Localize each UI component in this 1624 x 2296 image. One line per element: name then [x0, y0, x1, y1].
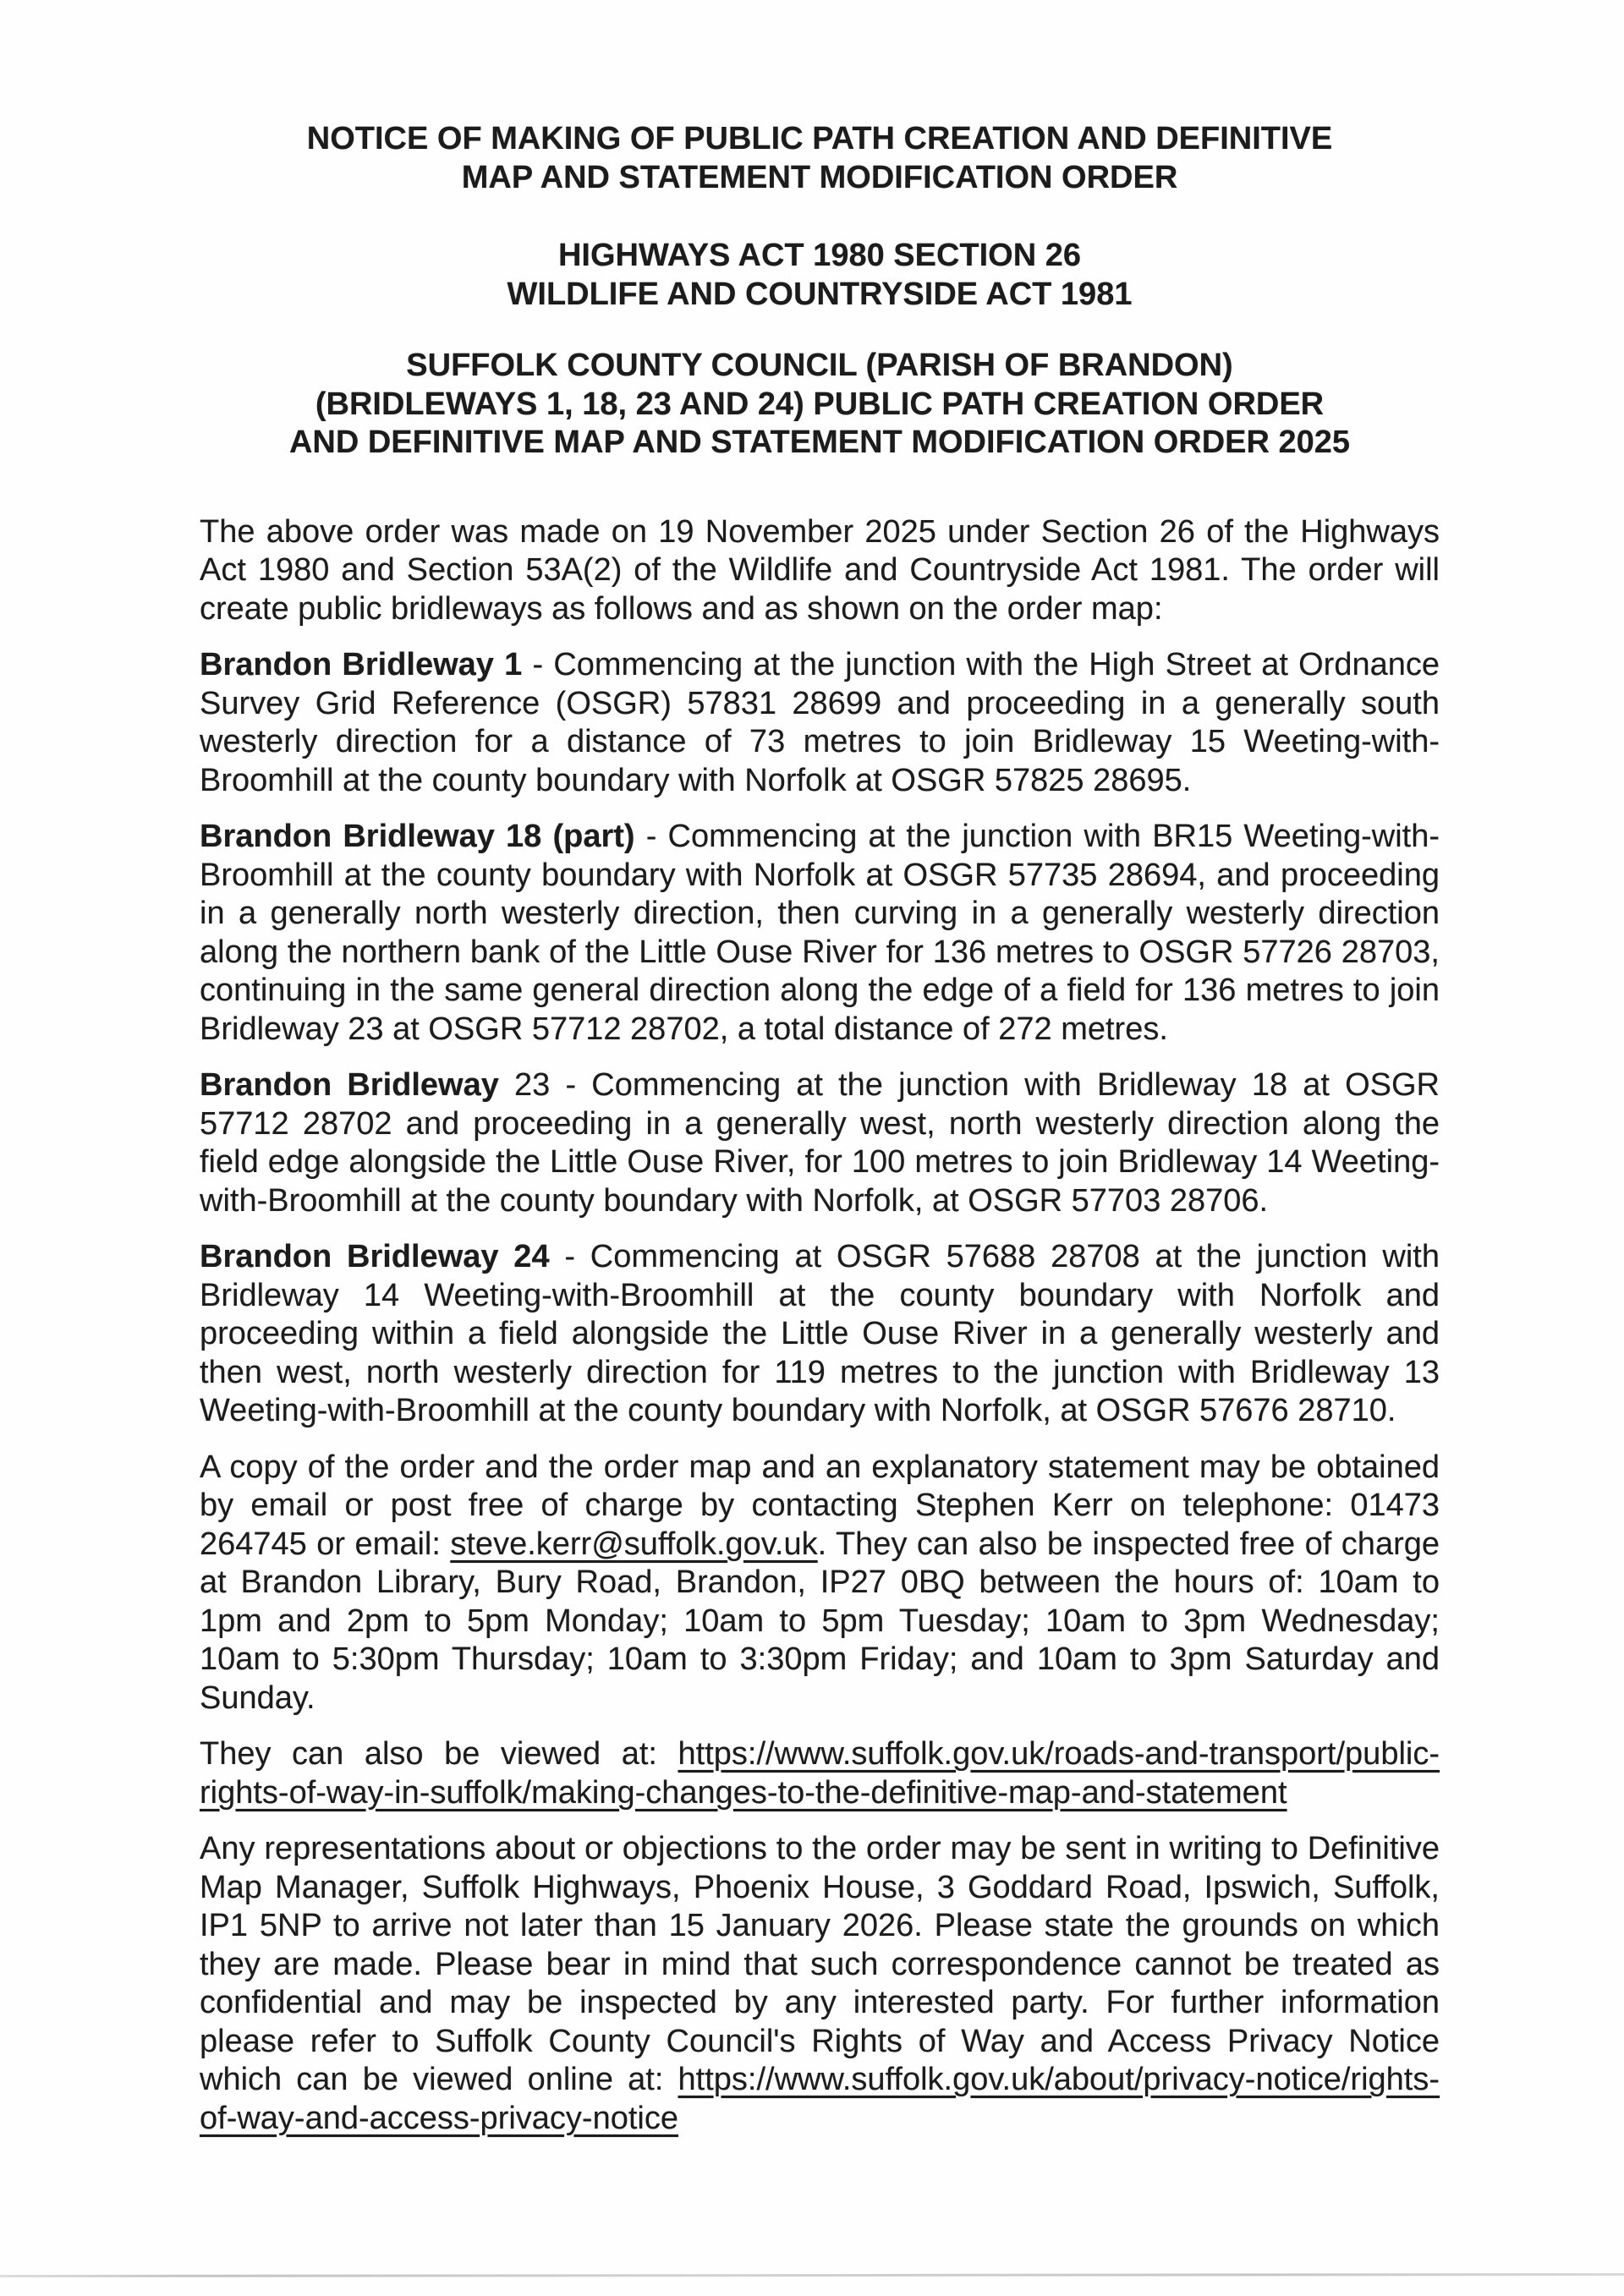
- paragraph-bridleway-24: [200, 1238, 1440, 1431]
- paragraph-bridleway-1-text: - Commencing at the junction with the High Street at Ordnance Survey Grid Reference (OSGR) 57831 28699 and proceeding in a generally south westerly direction for a distance of 73 metres to join Bridleway 15 Weeting-with-Broomhill at the county boundary with Norfolk at OSGR 57825 28695.: [200, 647, 1440, 798]
- order-title: [200, 347, 1440, 463]
- privacy-notice-url-link-part-1[interactable]: https://www.suffolk.gov.uk/about/privacy-notice/rights-: [678, 2062, 1440, 2097]
- paragraph-bridleway-24-text: Brandon Bridleway 24: [200, 1239, 550, 1274]
- paragraph-online-viewing-text: They can also be viewed at:: [200, 1736, 678, 1772]
- paragraph-bridleway-18: [200, 818, 1440, 1049]
- paragraph-representations-text: Any representations about or objections to the order may be sent in writing to Definitive Map Manager, Suffolk Highways, Phoenix House, 3 Goddard Road, Ipswich, Suffolk, IP1 5NP to arrive not later than 15 January 2026. Please state the grounds on which they are made. Please bear in mind that such correspondence cannot be treated as confidential and may be inspected by any interested party. For further information please refer to Suffolk County Council's Rights of Way and Access Privacy Notice which can be viewed online at:: [200, 1831, 1440, 2097]
- paragraph-inspection-text: . They can also be inspected free of charge at Brandon Library, Bury Road, Brandon, IP27 0BQ between the hours of: 10am to 1pm and 2pm to 5pm Monday; 10am to 5pm Tuesday; 10am to 3pm Wednesday; 10am to 5:30pm Thursday; 10am to 3:30pm Friday; and 10am to 3pm Saturday and Sunday.: [200, 1526, 1440, 1716]
- notice-title: [200, 120, 1440, 197]
- email-link[interactable]: steve.kerr@suffolk.gov.uk: [450, 1526, 818, 1562]
- rights-of-way-url-link-part-1[interactable]: https://www.suffolk.gov.uk/roads-and-transport/public-: [678, 1736, 1440, 1772]
- paragraph-online-viewing: [200, 1735, 1440, 1812]
- paragraph-order-made: [200, 513, 1440, 629]
- document-paragraphs: [200, 513, 1440, 2139]
- rights-of-way-url-link-part-2[interactable]: rights-of-way-in-suffolk/making-changes-to-the-definitive-map-and-statement: [200, 1774, 1287, 1811]
- paragraph-representations: [200, 1830, 1440, 2138]
- privacy-notice-url-link-part-2[interactable]: of-way-and-access-privacy-notice: [200, 2100, 678, 2136]
- order-title-line: SUFFOLK COUNTY COUNCIL (PARISH OF BRANDON): [406, 348, 1233, 383]
- notice-title-line: NOTICE OF MAKING OF PUBLIC PATH CREATION AND DEFINITIVE: [306, 121, 1333, 156]
- paragraph-bridleway-23: [200, 1066, 1440, 1220]
- paragraph-order-made-text: The above order was made on 19 November 2025 under Section 26 of the Highways Act 1980 and Section 53A(2) of the Wildlife and Countryside Act 1981. The order will create public bridleways as follows and as shown on the order map:: [200, 513, 1440, 627]
- paragraph-bridleway-18-text: - Commencing at the junction with BR15 Weeting-with-Broomhill at the county boundary with Norfolk at OSGR 57735 28694, and proceeding in a generally north westerly direction, then curving in a generally westerly direction along the northern bank of the Little Ouse River for 136 metres to OSGR 57726 28703, continuing in the same general direction along the edge of a field for 136 metres to join Bridleway 23 at OSGR 57712 28702, a total distance of 272 metres.: [200, 819, 1440, 1047]
- document-headings: [200, 120, 1440, 463]
- document-content: [200, 120, 1440, 2156]
- acts-heading: [200, 237, 1440, 314]
- order-title-line: AND DEFINITIVE MAP AND STATEMENT MODIFICATION ORDER 2025: [288, 425, 1351, 460]
- acts-heading-line: HIGHWAYS ACT 1980 SECTION 26: [557, 238, 1082, 273]
- paragraph-bridleway-23-text: Brandon Bridleway: [200, 1067, 499, 1103]
- notice-title-line: MAP AND STATEMENT MODIFICATION ORDER: [461, 159, 1178, 195]
- paragraph-bridleway-1: [200, 646, 1440, 800]
- order-title-line: (BRIDLEWAYS 1, 18, 23 AND 24) PUBLIC PATH CREATION ORDER: [315, 386, 1325, 422]
- paragraph-bridleway-24-text: - Commencing at OSGR 57688 28708 at the junction with Bridleway 14 Weeting-with-Broomhill at the county boundary with Norfolk and proceeding within a field alongside the Little Ouse River in a generally westerly and then west, north westerly direction for 119 metres to the junction with Bridleway 13 Weeting-with-Broomhill at the county boundary with Norfolk, at OSGR 57676 28710.: [200, 1239, 1440, 1428]
- paragraph-inspection-text: A copy of the order and the order map and an explanatory statement may be obtained by email or post free of charge by contacting Stephen Kerr on telephone: 01473 264745 or email:: [200, 1449, 1440, 1562]
- scan-artifact-line: [0, 2273, 1624, 2277]
- paragraph-bridleway-18-text: Brandon Bridleway 18 (part): [200, 819, 635, 854]
- paragraph-bridleway-23-text: 23 - Commencing at the junction with Bridleway 18 at OSGR 57712 28702 and proceeding in a generally west, north westerly direction along the field edge alongside the Little Ouse River, for 100 metres to join Bridleway 14 Weeting-with-Broomhill at the county boundary with Norfolk, at OSGR 57703 28706.: [200, 1067, 1440, 1219]
- paragraph-inspection: [200, 1449, 1440, 1718]
- acts-heading-line: WILDLIFE AND COUNTRYSIDE ACT 1981: [507, 276, 1133, 312]
- paragraph-bridleway-1-text: Brandon Bridleway 1: [200, 647, 523, 682]
